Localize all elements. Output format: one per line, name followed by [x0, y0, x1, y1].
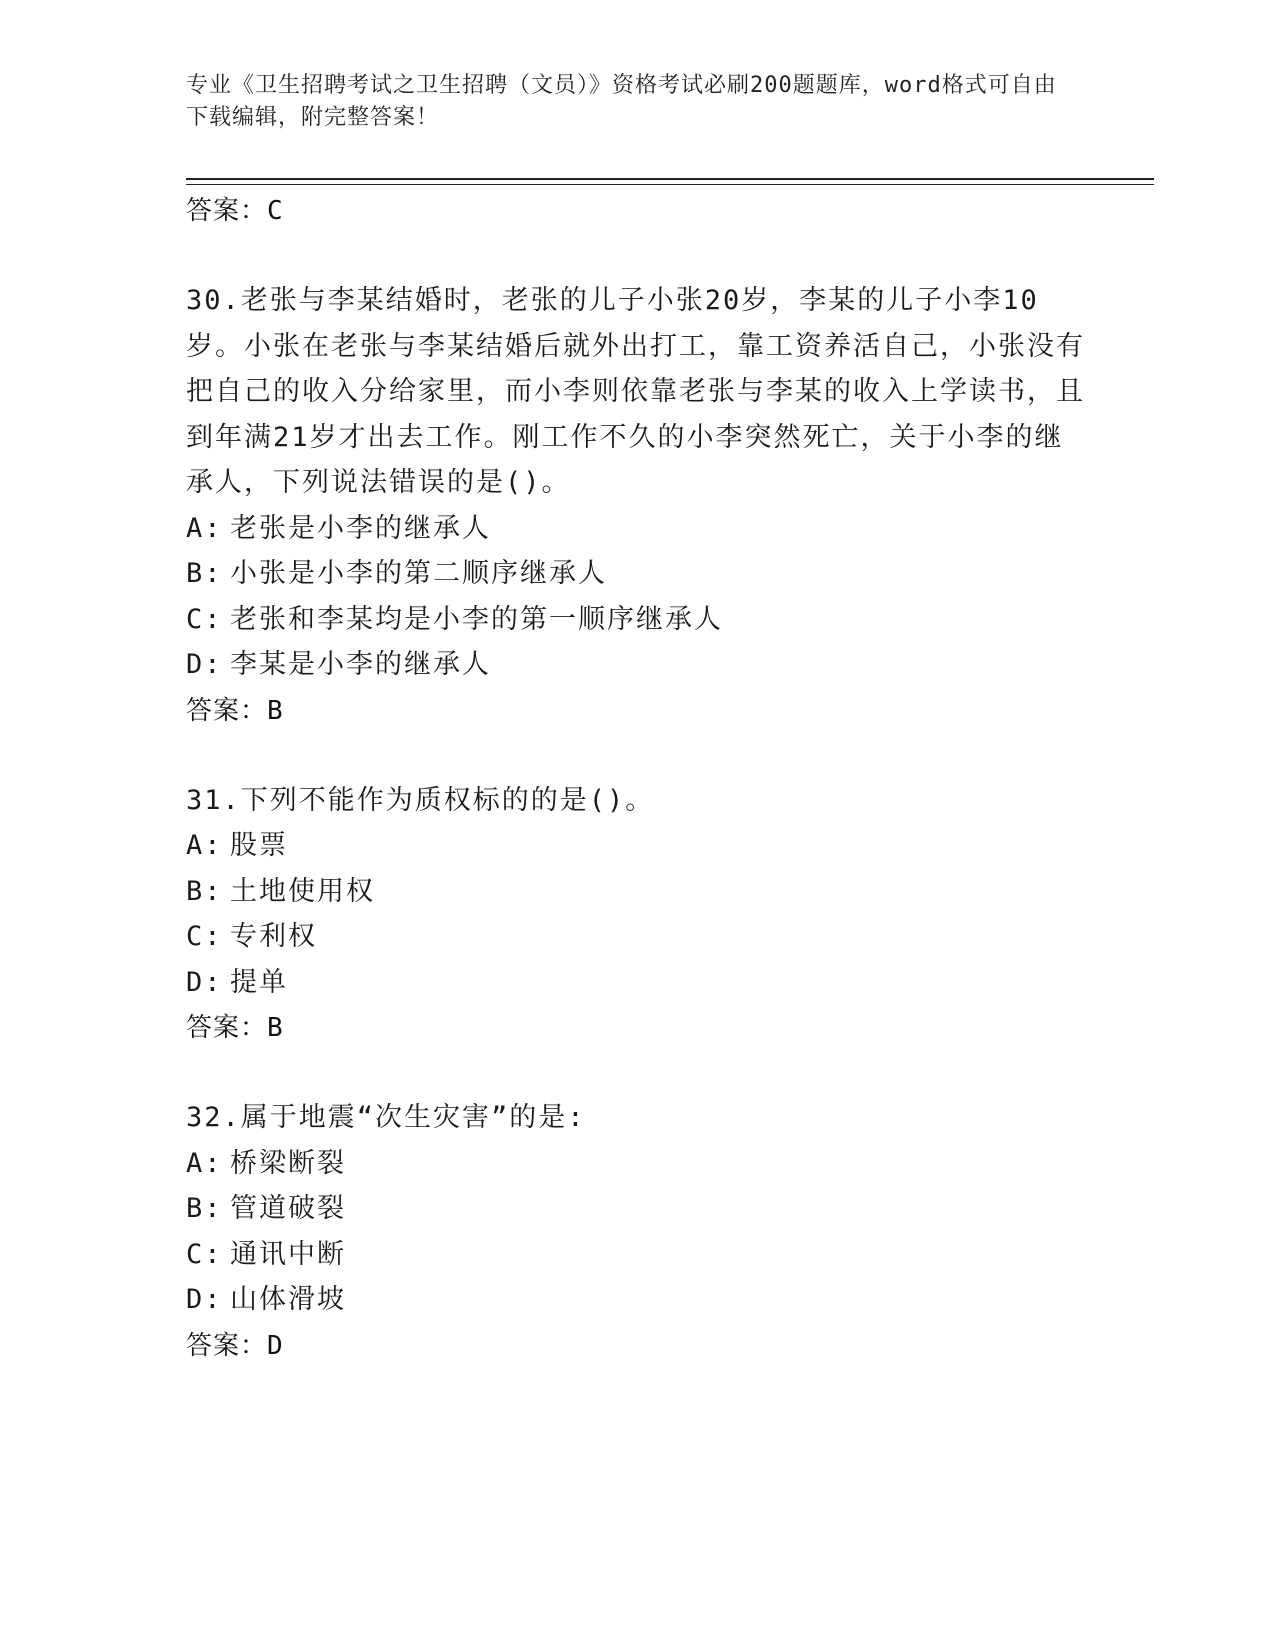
- answer-value: D: [267, 1330, 284, 1361]
- question-32: [186, 1095, 1086, 1369]
- previous-answer: [186, 188, 1086, 234]
- option-letter: D:: [186, 966, 223, 998]
- option-b: [186, 869, 1086, 915]
- option-letter: A:: [186, 830, 223, 861]
- option-letter: D:: [186, 1284, 223, 1315]
- option-letter: B:: [186, 558, 223, 589]
- option-letter: A:: [186, 1147, 223, 1179]
- answer-value: B: [267, 1013, 284, 1043]
- question-stem: 31.下列不能作为质权标的的是()。: [186, 784, 655, 816]
- option-text: 小张是小李的第二顺序继承人: [230, 558, 607, 589]
- option-d: [186, 960, 1086, 1006]
- question-answer: [186, 688, 1086, 734]
- document-body: [186, 188, 1086, 1369]
- option-d: [186, 1277, 1086, 1323]
- option-text: 老张和李某均是小李的第一顺序继承人: [230, 603, 723, 635]
- option-letter: C:: [186, 603, 223, 635]
- header-divider: [186, 178, 1154, 185]
- option-text: 通讯中断: [230, 1238, 346, 1270]
- option-b: [186, 551, 1086, 597]
- option-c: [186, 1232, 1086, 1278]
- option-letter: D:: [186, 649, 223, 680]
- option-a: [186, 506, 1086, 552]
- answer-label: 答案：: [186, 196, 268, 226]
- answer-label: 答案：: [186, 1013, 268, 1043]
- option-text: 管道破裂: [230, 1193, 346, 1224]
- option-text: 老张是小李的继承人: [230, 512, 491, 544]
- answer-label: 答案：: [186, 1330, 268, 1361]
- option-text: 山体滑坡: [230, 1284, 346, 1315]
- answer-label: 答案：: [186, 695, 268, 726]
- option-c: [186, 597, 1086, 643]
- option-letter: C:: [186, 921, 223, 952]
- option-letter: B:: [186, 1193, 223, 1224]
- question-stem: 32.属于地震“次生灾害”的是:: [186, 1102, 586, 1133]
- answer-value: B: [267, 695, 284, 726]
- option-letter: B:: [186, 875, 223, 907]
- option-d: [186, 642, 1086, 688]
- option-a: [186, 1141, 1086, 1187]
- option-text: 专利权: [230, 921, 317, 952]
- option-letter: A:: [186, 512, 223, 544]
- option-text: 提单: [230, 966, 288, 998]
- option-b: [186, 1186, 1086, 1232]
- option-text: 桥梁断裂: [230, 1147, 346, 1179]
- option-text: 土地使用权: [230, 875, 375, 907]
- option-letter: C:: [186, 1238, 223, 1270]
- question-answer: [186, 1323, 1086, 1369]
- option-text: 李某是小李的继承人: [230, 649, 491, 680]
- question-31: [186, 778, 1086, 1052]
- question-answer: [186, 1005, 1086, 1051]
- answer-value: C: [267, 196, 284, 226]
- option-a: [186, 823, 1086, 869]
- option-c: [186, 914, 1086, 960]
- page-header: 专业《卫生招聘考试之卫生招聘（文员）》资格考试必刷200题题库，word格式可自由下载编辑，附完整答案！: [186, 73, 1057, 130]
- question-30: [186, 278, 1086, 734]
- question-stem: 30.老张与李某结婚时，老张的儿子小张20岁，李某的儿子小李10岁。小张在老张与李某结婚后就外出打工，靠工资养活自己，小张没有把自己的收入分给家里，而小李则依靠老张与李某的收入上学读书，且到年满21岁才出去工作。刚工作不久的小李突然死亡，关于小李的继承人，下列说法错误的是()。: [186, 285, 1085, 498]
- option-text: 股票: [230, 830, 288, 861]
